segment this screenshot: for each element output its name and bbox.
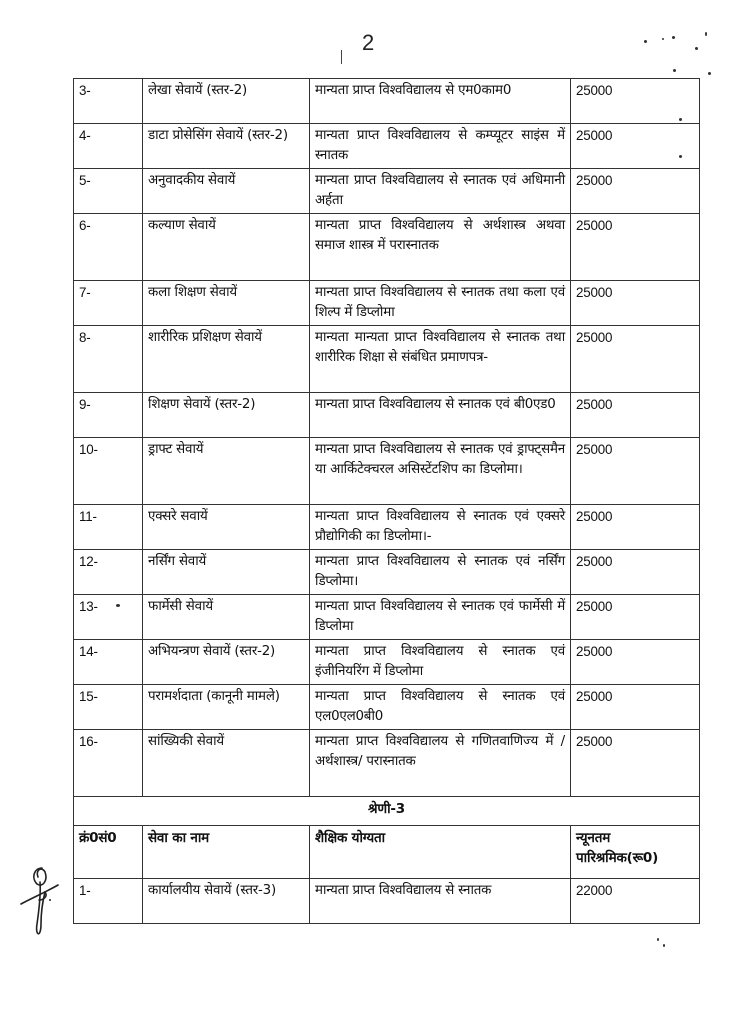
service-name: शिक्षण सेवायें (स्तर-2) <box>143 393 310 438</box>
qualification: मान्यता प्राप्त विश्वविद्यालय से अर्थशास्त्र अथवा समाज शास्त्र में परास्नातक <box>310 214 571 281</box>
min-remuneration: 25000 <box>571 326 700 393</box>
min-remuneration: 22000 <box>571 879 700 924</box>
min-remuneration: 25000 <box>571 550 700 595</box>
min-remuneration: 25000 <box>571 595 700 640</box>
min-remuneration: 25000 <box>571 640 700 685</box>
table-row <box>74 685 700 730</box>
scan-speck <box>663 944 665 947</box>
min-remuneration: 25000 <box>571 393 700 438</box>
qualification: मान्यता प्राप्त विश्वविद्यालय से स्नातक एवं इंजीनियरिंग में डिप्लोमा <box>310 640 571 685</box>
serial-number: 11- <box>74 505 143 550</box>
service-name: ड्राफ्ट सेवायें <box>143 438 310 505</box>
service-name: कल्याण सेवायें <box>143 214 310 281</box>
table-row <box>74 169 700 214</box>
service-name: डाटा प्रोसेसिंग सेवायें (स्तर-2) <box>143 124 310 169</box>
service-name: अभियन्त्रण सेवायें (स्तर-2) <box>143 640 310 685</box>
page-mark <box>341 50 342 64</box>
scan-speck <box>705 32 707 36</box>
qualification: मान्यता प्राप्त विश्वविद्यालय से कम्प्यूटर साइंस में स्नातक <box>310 124 571 169</box>
service-name: सांख्यिकी सेवायें <box>143 730 310 797</box>
header-qualification: शैक्षिक योग्यता <box>310 826 571 879</box>
serial-number: 14- <box>74 640 143 685</box>
qualification: मान्यता प्राप्त विश्वविद्यालय से स्नातक तथा कला एवं शिल्प में डिप्लोमा <box>310 281 571 326</box>
signature <box>18 862 62 942</box>
category-row <box>74 797 700 826</box>
service-name: फार्मेसी सेवायें <box>143 595 310 640</box>
serial-number: 16- <box>74 730 143 797</box>
scan-speck <box>672 36 675 39</box>
service-name: परामर्शदाता (कानूनी मामले) <box>143 685 310 730</box>
min-remuneration: 25000 <box>571 124 700 169</box>
category-title: श्रेणी-3 <box>74 797 700 826</box>
service-name: शारीरिक प्रशिक्षण सेवायें <box>143 326 310 393</box>
table-row <box>74 438 700 505</box>
min-remuneration: 25000 <box>571 730 700 797</box>
qualification: मान्यता प्राप्त विश्वविद्यालय से स्नातक एवं फार्मेसी में डिप्लोमा <box>310 595 571 640</box>
serial-number: 3- <box>74 79 143 124</box>
scan-speck <box>708 72 711 75</box>
table-row <box>74 393 700 438</box>
serial-number: 6- <box>74 214 143 281</box>
min-remuneration: 25000 <box>571 169 700 214</box>
qualification: मान्यता प्राप्त विश्वविद्यालय से एम0काम0 <box>310 79 571 124</box>
scan-speck <box>657 938 659 941</box>
table-row <box>74 79 700 124</box>
serial-number: 10- <box>74 438 143 505</box>
service-name: कला शिक्षण सेवायें <box>143 281 310 326</box>
table-row <box>74 124 700 169</box>
table-row <box>74 550 700 595</box>
qualification: मान्यता प्राप्त विश्वविद्यालय से स्नातक एवं एक्सरे प्रौद्योगिकी का डिप्लोमा।- <box>310 505 571 550</box>
service-name: अनुवादकीय सेवायें <box>143 169 310 214</box>
qualification: मान्यता प्राप्त विश्वविद्यालय से स्नातक एवं नर्सिंग डिप्लोमा। <box>310 550 571 595</box>
table-row <box>74 595 700 640</box>
table-row <box>74 879 700 924</box>
service-name: नर्सिंग सेवायें <box>143 550 310 595</box>
service-name: कार्यालयीय सेवायें (स्तर-3) <box>143 879 310 924</box>
serial-number: 8- <box>74 326 143 393</box>
qualification: मान्यता प्राप्त विश्वविद्यालय से स्नातक एवं ड्राफ्ट्समैन या आर्किटेक्चरल असिस्टेंटशिप का डिप्लोमा। <box>310 438 571 505</box>
min-remuneration: 25000 <box>571 685 700 730</box>
service-name: लेखा सेवायें (स्तर-2) <box>143 79 310 124</box>
qualification: मान्यता प्राप्त विश्वविद्यालय से स्नातक एवं अधिमानी अर्हता <box>310 169 571 214</box>
scan-speck <box>673 69 676 72</box>
header-serial-number: क्रं0सं0 <box>74 826 143 879</box>
qualification: मान्यता प्राप्त विश्वविद्यालय से स्नातक एवं एल0एल0बी0 <box>310 685 571 730</box>
table-row <box>74 505 700 550</box>
serial-number: 13- <box>74 595 143 640</box>
table-row <box>74 640 700 685</box>
qualification: मान्यता प्राप्त विश्वविद्यालय से गणितवाणिज्य में /अर्थशास्त्र/ परास्नातक <box>310 730 571 797</box>
min-remuneration: 25000 <box>571 438 700 505</box>
serial-number: 7- <box>74 281 143 326</box>
min-remuneration: 25000 <box>571 281 700 326</box>
scan-speck <box>644 40 647 43</box>
header-service-name: सेवा का नाम <box>143 826 310 879</box>
table-row <box>74 326 700 393</box>
serial-number: 12- <box>74 550 143 595</box>
table-row <box>74 214 700 281</box>
min-remuneration: 25000 <box>571 214 700 281</box>
table-header-row <box>74 826 700 879</box>
qualification: मान्यता प्राप्त विश्वविद्यालय से स्नातक <box>310 879 571 924</box>
scan-speck <box>662 38 664 40</box>
serial-number: 4- <box>74 124 143 169</box>
table-row <box>74 281 700 326</box>
qualification: मान्यता मान्यता प्राप्त विश्वविद्यालय से स्नातक तथा शारीरिक शिक्षा से संबंधित प्रमाणपत्र- <box>310 326 571 393</box>
table-row <box>74 730 700 797</box>
qualification: मान्यता प्राप्त विश्वविद्यालय से स्नातक एवं बी0एड0 <box>310 393 571 438</box>
page-number: 2 <box>362 30 375 55</box>
min-remuneration: 25000 <box>571 505 700 550</box>
serial-number: 1- <box>74 879 143 924</box>
header-min-remuneration: न्यूनतम पारिश्रमिक(रू0) <box>571 826 700 879</box>
serial-number: 5- <box>74 169 143 214</box>
scan-speck <box>695 47 698 50</box>
services-remuneration-table <box>73 78 700 924</box>
service-name: एक्सरे सवायें <box>143 505 310 550</box>
serial-number: 15- <box>74 685 143 730</box>
min-remuneration: 25000 <box>571 79 700 124</box>
serial-number: 9- <box>74 393 143 438</box>
